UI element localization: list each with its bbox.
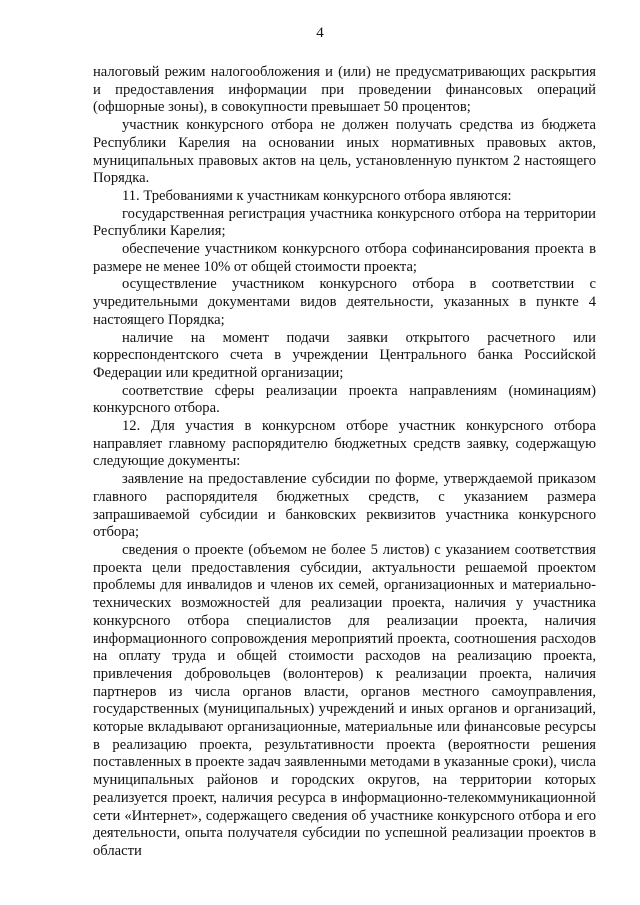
paragraph-activities: осуществление участником конкурсного отбора в соответствии с учредительными документами видов деятельности, указанных в пункте 4 настоящего Порядка;	[93, 276, 596, 328]
paragraph-bank-account: наличие на момент подачи заявки открытого расчетного или корреспондентского счета в учреждении Центрального банка Российской Федерации или кредитной организации;	[93, 329, 596, 381]
page-number: 4	[316, 25, 324, 41]
paragraph-12-application: 12. Для участия в конкурсном отборе участник конкурсного отбора направляет главному распорядителю бюджетных средств заявку, содержащую следующие документы:	[93, 418, 596, 470]
paragraph-project-information: сведения о проекте (объемом не более 5 листов) с указанием соответствия проекта цели предоставления субсидии, актуальности решаемой проектом проблемы для инвалидов и членов их семей, организационных и материально-технических возможностей для реализации проекта, наличия у участника конкурсного отбора специалистов для реализации проекта, наличия информационного сопровождения мероприятий проекта, соотношения расходов на оплату труда и общей стоимости расходов на реализацию проекта, привлечения добровольцев (волонтеров) к реализации проекта, наличия партнеров из числа органов власти, органов местного самоуправления, государственных (муниципальных) учреждений и иных органов и организаций, которые вкладывают организационные, материальные или финансовые ресурсы в реализацию проекта, результативности проекта (вероятности решения поставленных в проекте задач заявленными методами в указанные сроки), числа муниципальных районов и городских округов, на территории которых реализуется проект, наличия ресурса в информационно-телекоммуникационной сети «Интернет», содержащего сведения об участнике конкурсного отбора и его деятельности, опыта получателя субсидии по успешной реализации проектов в области	[93, 541, 596, 859]
paragraph-cofinancing: обеспечение участником конкурсного отбора софинансирования проекта в размере не менее 10% от общей стоимости проекта;	[93, 241, 596, 275]
paragraph-offshore-continuation: налоговый режим налогообложения и (или) не предусматривающих раскрытия и предоставления информации при проведении финансовых операций (офшорные зоны), в совокупности превышает 50 процентов;	[93, 64, 596, 116]
document-body	[93, 64, 596, 861]
paragraph-state-registration: государственная регистрация участника конкурсного отбора на территории Республики Карелия;	[93, 205, 596, 240]
paragraph-project-sphere: соответствие сферы реализации проекта направлениям (номинациям) конкурсного отбора.	[93, 382, 596, 417]
paragraph-11-requirements: 11. Требованиями к участникам конкурсного отбора являются:	[122, 187, 512, 204]
paragraph-subsidy-statement: заявление на предоставление субсидии по форме, утверждаемой приказом главного распорядителя бюджетных средств, с указанием размера запрашиваемой субсидии и банковских реквизитов участника конкурсного отбора;	[93, 471, 596, 541]
paragraph-no-other-budget-funds: участник конкурсного отбора не должен получать средства из бюджета Республики Карелия на основании иных нормативных правовых актов, муниципальных правовых актов на цель, установленную пунктом 2 настоящего Порядка.	[93, 117, 596, 187]
